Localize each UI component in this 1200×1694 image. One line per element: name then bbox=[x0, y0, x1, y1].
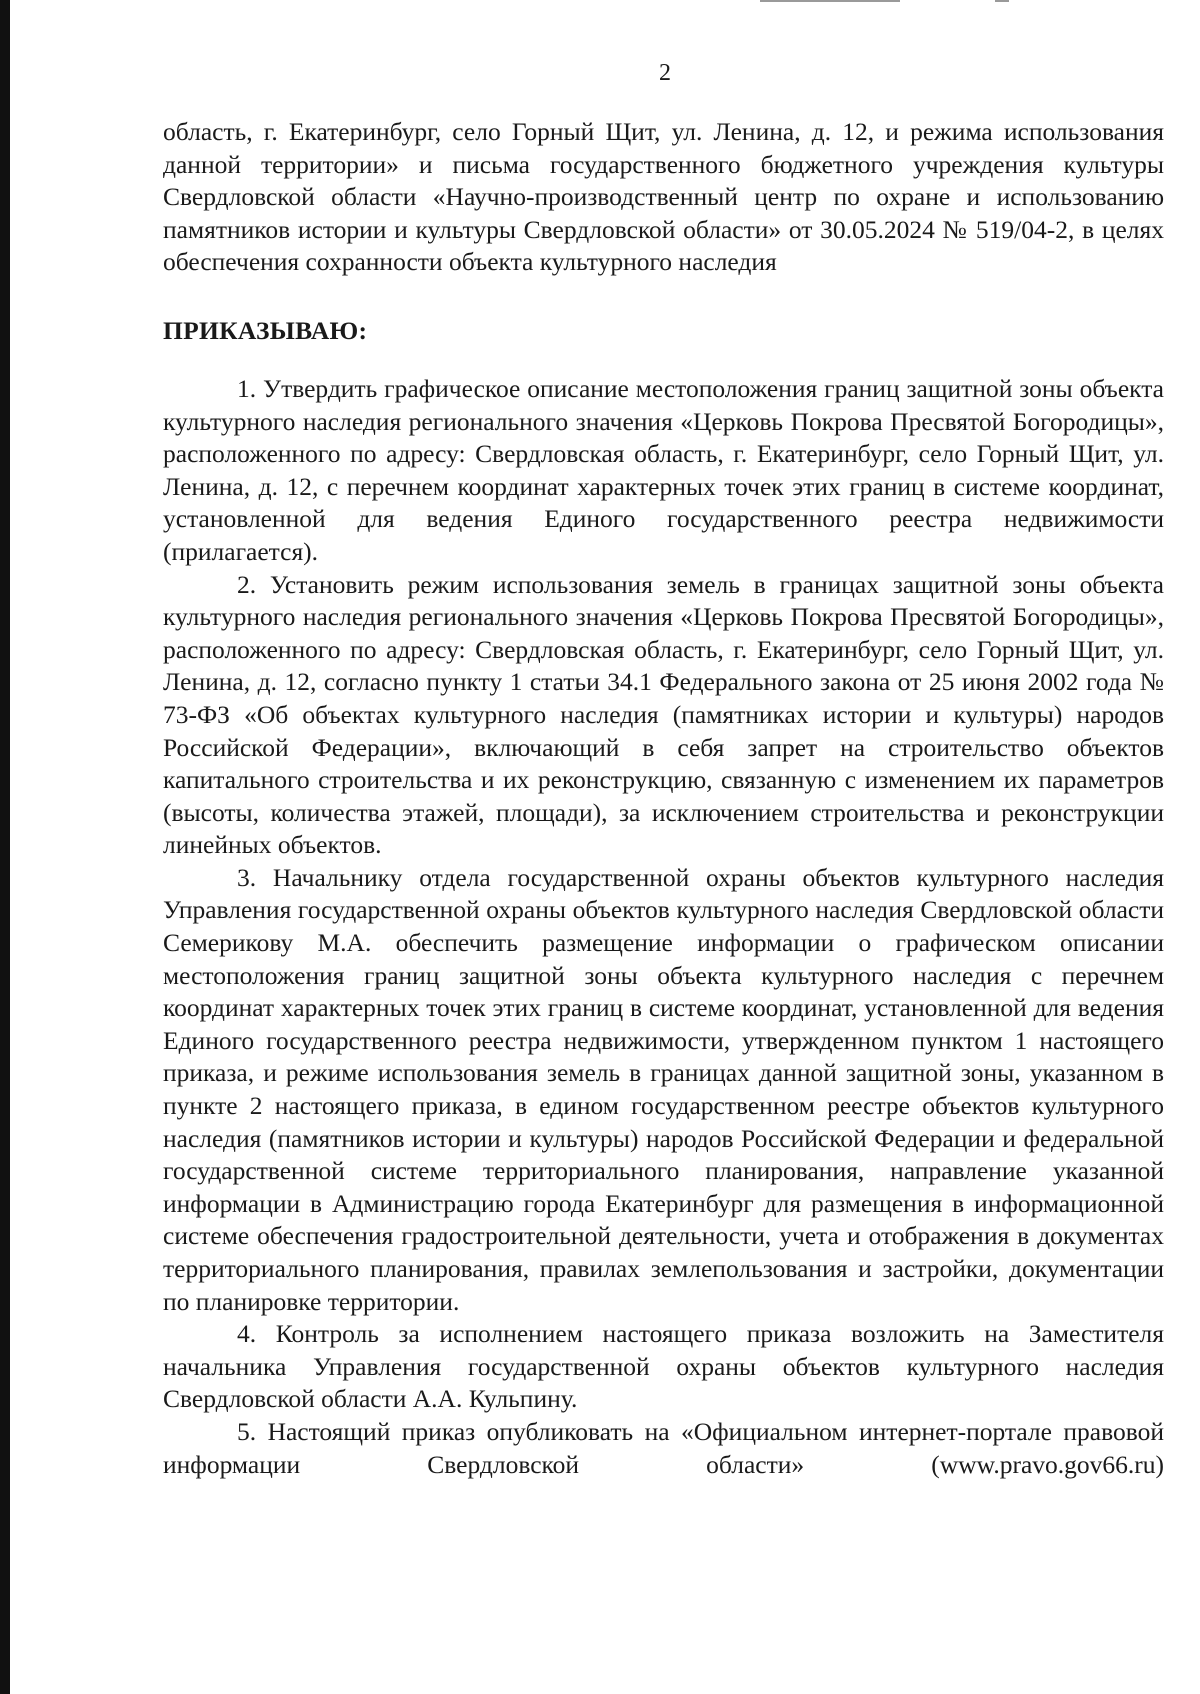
order-item-5: 5. Настоящий приказ опубликовать на «Официальном интернет-портале правовой информации Свердловской области» (www.pravo.gov66.ru) bbox=[163, 1416, 1164, 1479]
scan-mark bbox=[995, 0, 1009, 2]
order-item-2: 2. Установить режим использования земель в границах защитной зоны объекта культурного наследия регионального значения «Церковь Покрова Пресвятой Богородицы», расположенного по адресу: Свердловская область, г. Екатеринбург, село Горный Щит, ул. Ленина, д. 12, согласно пункту 1 статьи 34.1 Федерального закона от 25 июня 2002 года № 73-ФЗ «Об объектах культурного наследия (памятниках истории и культуры) народов Российской Федерации», включающий в себя запрет на строительство объектов капитального строительства и их реконструкцию, связанную с изменением их параметров (высоты, количества этажей, площади), за исключением строительства и реконструкции линейных объектов. bbox=[163, 569, 1164, 860]
page-number: 2 bbox=[659, 60, 671, 86]
scan-edge bbox=[0, 0, 10, 1694]
order-item-3: 3. Начальнику отдела государственной охраны объектов культурного наследия Управления государственной охраны объектов культурного наследия Свердловской области Семерикову М.А. обеспечить размещение информации о графическом описании местоположения границ защитной зоны объекта культурного наследия с перечнем координат характерных точек этих границ в системе координат, установленной для ведения Единого государственного реестра недвижимости, утвержденном пунктом 1 настоящего приказа, и режиме использования земель в границах данной защитной зоны, указанном в пункте 2 настоящего приказа, в едином государственном реестре объектов культурного наследия (памятников истории и культуры) народов Российской Федерации и федеральной государственной системе территориального планирования, направление указанной информации в Администрацию города Екатеринбург для размещения в информационной системе обеспечения градостроительной деятельности, учета и отображения в документах территориального планирования, правилах землепользования и застройки, документации по планировке территории. bbox=[163, 862, 1164, 1316]
document-body bbox=[163, 116, 1164, 1481]
scan-mark bbox=[760, 0, 900, 2]
order-item-4: 4. Контроль за исполнением настоящего приказа возложить на Заместителя начальника Управления государственной охраны объектов культурного наследия Свердловской области А.А. Кульпину. bbox=[163, 1319, 1164, 1414]
order-heading: ПРИКАЗЫВАЮ: bbox=[163, 315, 368, 345]
order-item-1: 1. Утвердить графическое описание местоположения границ защитной зоны объекта культурного наследия регионального значения «Церковь Покрова Пресвятой Богородицы», расположенного по адресу: Свердловская область, г. Екатеринбург, село Горный Щит, ул. Ленина, д. 12, с перечнем координат характерных точек этих границ в системе координат, установленной для ведения Единого государственного реестра недвижимости (прилагается). bbox=[163, 373, 1164, 566]
intro-paragraph: область, г. Екатеринбург, село Горный Щит, ул. Ленина, д. 12, и режима использования данной территории» и письма государственного бюджетного учреждения культуры Свердловской области «Научно-производственный центр по охране и использованию памятников истории и культуры Свердловской области» от 30.05.2024 № 519/04-2, в целях обеспечения сохранности объекта культурного наследия bbox=[163, 117, 1164, 277]
